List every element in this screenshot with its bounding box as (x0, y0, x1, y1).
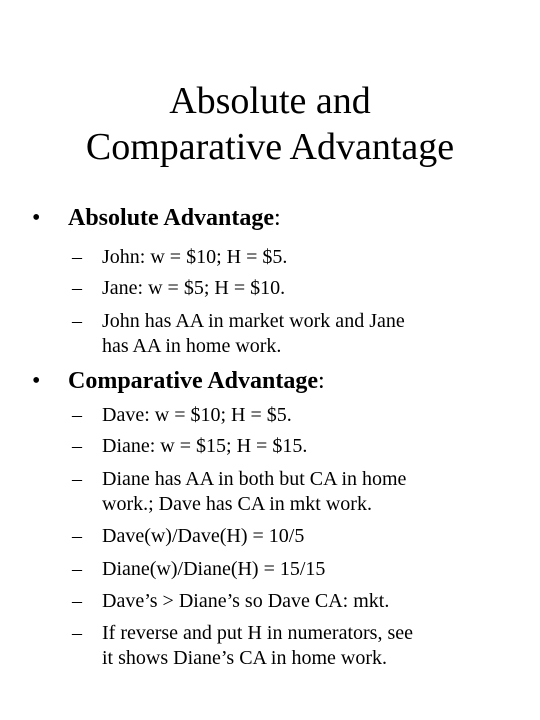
list-item-line: Dave: w = $10; H = $5. (102, 404, 292, 426)
bullet-dot-icon: • (32, 205, 41, 231)
dash-icon: – (72, 622, 82, 644)
list-item-line: it shows Diane’s CA in home work. (102, 646, 387, 669)
list-item-text (102, 276, 512, 301)
list-item-line: has AA in home work. (102, 334, 282, 357)
list-item-text (102, 621, 512, 670)
list-item-line: Diane: w = $15; H = $15. (102, 435, 308, 457)
list-item-line: Dave(w)/Dave(H) = 10/5 (102, 525, 305, 547)
dash-icon: – (72, 558, 82, 580)
dash-icon: – (72, 590, 82, 612)
dash-icon: – (72, 310, 82, 332)
slide-title (0, 78, 540, 170)
list-item-line: work.; Dave has CA in mkt work. (102, 492, 372, 515)
bullet-heading-text: Absolute Advantage (68, 205, 275, 231)
dash-icon: – (72, 468, 82, 490)
title-line-2: Comparative Advantage (85, 126, 455, 168)
title-line-1: Absolute and (169, 80, 371, 122)
list-item-text (102, 403, 512, 428)
bullet-heading-colon: : (274, 205, 281, 231)
bullet-heading-colon: : (317, 368, 325, 394)
list-item-text (102, 467, 512, 516)
list-item-line: John has AA in market work and Jane (102, 310, 405, 332)
bullet-heading (68, 367, 325, 396)
dash-icon: – (72, 525, 82, 547)
list-item-text (102, 557, 512, 582)
list-item-text (102, 589, 512, 614)
list-item-line: John: w = $10; H = $5. (102, 246, 288, 268)
dash-icon: – (72, 435, 82, 457)
list-item-line: Dave’s > Diane’s so Dave CA: mkt. (102, 590, 390, 612)
bullet-heading (68, 204, 281, 233)
bullet-heading-text: Comparative Advantage (68, 368, 318, 394)
dash-icon: – (72, 277, 82, 299)
list-item-text (102, 524, 512, 549)
list-item-line: Diane has AA in both but CA in home (102, 468, 407, 490)
bullet-dot-icon: • (32, 368, 41, 394)
list-item-line: If reverse and put H in numerators, see (102, 622, 413, 644)
list-item-text (102, 434, 512, 459)
list-item-line: Diane(w)/Diane(H) = 15/15 (102, 558, 326, 580)
list-item-line: Jane: w = $5; H = $10. (102, 277, 286, 299)
list-item-text (102, 245, 512, 270)
dash-icon: – (72, 246, 82, 268)
list-item-text (102, 309, 512, 358)
dash-icon: – (72, 404, 82, 426)
